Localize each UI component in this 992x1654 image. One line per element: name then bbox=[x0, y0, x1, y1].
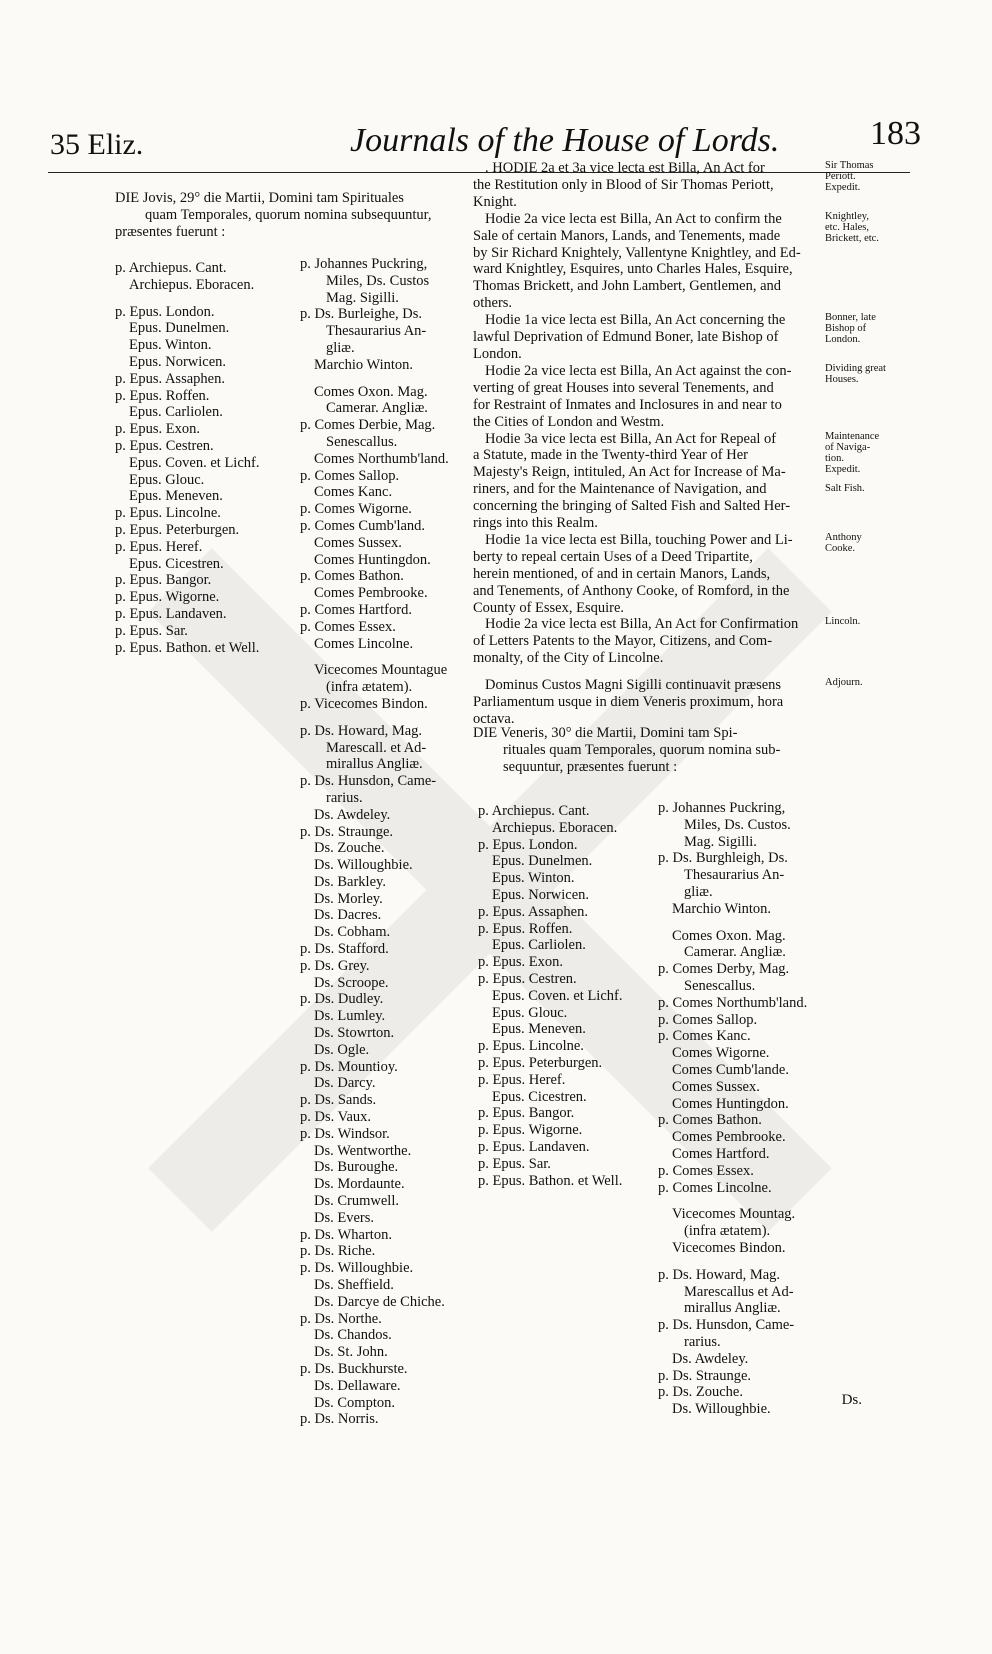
attendee-line: Comes Kanc. bbox=[314, 484, 393, 501]
attendee-line: Archiepus. Eboracen. bbox=[129, 276, 255, 293]
attendee-line: p. Epus. Exon. bbox=[115, 421, 200, 438]
margin-note-line: Dividing great bbox=[825, 362, 886, 374]
attendee-line: Mag. Sigilli. bbox=[326, 289, 399, 306]
attendee-line: p. Vicecomes Bindon. bbox=[300, 695, 428, 712]
attendee-line: Ds. Sheffield. bbox=[314, 1277, 394, 1294]
entry-line: Hodie 2a vice lecta est Billa, An Act to confirm the bbox=[485, 210, 782, 227]
attendee-line: Ds. Zouche. bbox=[314, 840, 385, 857]
entry-line: County of Essex, Esquire. bbox=[473, 599, 625, 616]
sitting1-bishops-column bbox=[115, 260, 295, 656]
attendee-line: p. Epus. Bangor. bbox=[478, 1105, 575, 1122]
attendee-line: p. Epus. Peterburgen. bbox=[115, 521, 240, 538]
attendee-line: Ds. Crumwell. bbox=[314, 1193, 399, 1210]
entry-line: Hodie 2a vice lecta est Billa, An Act for Confirmation bbox=[485, 616, 799, 633]
margin-note bbox=[825, 677, 935, 688]
attendee-line: (infra ætatem). bbox=[326, 679, 413, 696]
attendee-line: p. Epus. Sar. bbox=[478, 1155, 551, 1172]
entry-line: by Sir Richard Knightely, Vallentyne Knightley, and Ed- bbox=[473, 244, 801, 261]
attendee-line: Miles, Ds. Custos. bbox=[684, 816, 791, 833]
attendee-line: Comes Sussex. bbox=[314, 534, 402, 551]
attendee-line: p. Epus. Bangor. bbox=[115, 572, 212, 589]
attendee-line: p. Comes Sallop. bbox=[658, 1011, 758, 1028]
attendee-line: p. Ds. Grey. bbox=[300, 957, 370, 974]
attendee-line: Comes Oxon. Mag. bbox=[672, 927, 786, 944]
attendee-line: p. Epus. Cestren. bbox=[115, 437, 214, 454]
attendee-line: Marescall. et Ad- bbox=[326, 739, 427, 756]
entry-text bbox=[473, 312, 818, 363]
attendee-line: p. Epus. Landaven. bbox=[478, 1138, 590, 1155]
entry-text bbox=[473, 211, 818, 312]
margin-note-line: Brickett, etc. bbox=[825, 232, 879, 244]
entry-line: Majesty's Reign, intituled, An Act for Increase of Ma- bbox=[473, 464, 786, 481]
entry-line: rings into this Realm. bbox=[473, 515, 598, 532]
margin-note bbox=[825, 363, 935, 385]
attendee-line: Epus. Cicestren. bbox=[492, 1088, 587, 1105]
margin-note bbox=[825, 312, 935, 345]
attendee-line: p. Johannes Puckring, bbox=[658, 800, 786, 816]
attendee-line: gliæ. bbox=[326, 339, 355, 356]
proceedings bbox=[473, 160, 943, 728]
attendee-line: Ds. Dellaware. bbox=[314, 1377, 401, 1394]
attendee-line: Epus. Dunelmen. bbox=[492, 853, 593, 870]
entry-line: herein mentioned, of and in certain Manors, Lands, bbox=[473, 565, 771, 582]
margin-note bbox=[825, 532, 935, 554]
attendee-line: Comes Pembrooke. bbox=[672, 1129, 786, 1146]
attendee-line: p. Comes Essex. bbox=[300, 618, 396, 635]
attendee-line: p. Ds. Howard, Mag. bbox=[300, 722, 423, 739]
attendee-line: Epus. Meneven. bbox=[129, 488, 223, 505]
intro-line: præsentes fuerunt : bbox=[115, 223, 226, 240]
attendee-line: Senescallus. bbox=[326, 433, 398, 450]
attendee-line: Vicecomes Mountague bbox=[314, 662, 448, 679]
proceeding-entry bbox=[473, 532, 943, 617]
entry-text bbox=[473, 677, 818, 728]
attendee-line: Vicecomes Bindon. bbox=[672, 1239, 786, 1256]
attendee-line: Ds. Cobham. bbox=[314, 924, 391, 941]
attendee-line: p. Epus. Wigorne. bbox=[478, 1122, 583, 1139]
attendee-line: Comes Cumb'lande. bbox=[672, 1061, 789, 1078]
attendee-line: Mag. Sigilli. bbox=[684, 833, 757, 850]
sitting2-bishops-column bbox=[478, 803, 658, 1189]
attendee-line: p. Archiepus. Cant. bbox=[115, 260, 227, 276]
sitting2-lords-column bbox=[658, 800, 828, 1418]
attendee-line: p. Ds. Norris. bbox=[300, 1411, 379, 1428]
attendee-line: p. Ds. Straunge. bbox=[658, 1367, 752, 1384]
entry-line: Hodie 1a vice lecta est Billa, touching Power and Li- bbox=[485, 531, 793, 548]
attendee-line: Marescallus et Ad- bbox=[684, 1283, 794, 1300]
attendee-line: p. Ds. Howard, Mag. bbox=[658, 1266, 781, 1283]
page-number: 183 bbox=[870, 115, 921, 152]
attendee-line: Ds. Barkley. bbox=[314, 873, 386, 890]
margin-note-line: Expedit. bbox=[825, 182, 861, 193]
attendee-line: Ds. Awdeley. bbox=[314, 806, 391, 823]
attendee-line: Epus. Dunelmen. bbox=[129, 320, 230, 337]
attendee-line: p. Epus. Bathon. et Well. bbox=[115, 639, 260, 656]
attendee-line: p. Ds. Straunge. bbox=[300, 823, 394, 840]
entry-line: riners, and for the Maintenance of Navigation, and bbox=[473, 481, 767, 498]
spacer bbox=[658, 1196, 828, 1206]
attendee-line: gliæ. bbox=[684, 883, 713, 900]
margin-note-line: Anthony bbox=[825, 531, 862, 543]
margin-note bbox=[825, 160, 935, 193]
attendee-line: Thesaurarius An- bbox=[326, 323, 427, 340]
attendee-line: Epus. Coven. et Lichf. bbox=[129, 454, 260, 471]
entry-text bbox=[473, 616, 818, 667]
entry-line: Hodie 3a vice lecta est Billa, An Act for Repeal of bbox=[485, 430, 777, 447]
attendee-line: p. Ds. Windsor. bbox=[300, 1125, 390, 1142]
attendee-line: p. Ds. Stafford. bbox=[300, 941, 389, 958]
catchword: Ds. bbox=[841, 1392, 862, 1408]
entry-line: octava. bbox=[473, 711, 515, 727]
margin-note bbox=[825, 431, 935, 494]
attendee-line: p. Ds. Dudley. bbox=[300, 991, 384, 1008]
attendee-line: p. Ds. Vaux. bbox=[300, 1109, 372, 1126]
attendee-line: Ds. Evers. bbox=[314, 1209, 375, 1226]
attendee-line: Ds. Awdeley. bbox=[672, 1350, 749, 1367]
attendee-line: Comes Huntingdon. bbox=[314, 551, 431, 568]
attendee-line: mirallus Angliæ. bbox=[684, 1300, 781, 1317]
margin-note-line: of Naviga- bbox=[825, 441, 871, 453]
attendee-line: Ds. Buroughe. bbox=[314, 1159, 399, 1176]
entry-line: Thomas Brickett, and John Lambert, Gentlemen, and bbox=[473, 278, 782, 295]
attendee-line: p. Ds. Hunsdon, Came- bbox=[300, 773, 437, 790]
attendee-line: p. Ds. Riche. bbox=[300, 1243, 376, 1260]
attendee-line: Vicecomes Mountag. bbox=[672, 1206, 796, 1223]
entry-line: Hodie 1a vice lecta est Billa, An Act concerning the bbox=[485, 312, 786, 329]
attendee-line: Thesaurarius An- bbox=[684, 867, 785, 884]
proceeding-entry bbox=[473, 677, 943, 728]
attendee-line: rarius. bbox=[684, 1333, 721, 1350]
attendee-line: p. Epus. London. bbox=[478, 836, 578, 853]
attendee-line: p. Ds. Mountioy. bbox=[300, 1058, 398, 1075]
attendee-line: p. Ds. Northe. bbox=[300, 1310, 382, 1327]
attendee-line: p. Ds. Zouche. bbox=[658, 1384, 743, 1401]
intro-line: quam Temporales, quorum nomina subsequuntur, bbox=[145, 206, 432, 223]
attendee-line: p. Epus. Lincolne. bbox=[115, 505, 221, 522]
attendee-line: Ds. Willoughbie. bbox=[314, 857, 413, 874]
margin-note-line: London. bbox=[825, 334, 861, 346]
spacer bbox=[658, 918, 828, 928]
attendee-line: p. Epus. Bathon. et Well. bbox=[478, 1172, 623, 1189]
margin-note-line: Bishop of bbox=[825, 323, 867, 335]
attendee-line: Ds. Scroope. bbox=[314, 974, 389, 991]
margin-note-line: tion. bbox=[825, 452, 844, 464]
attendee-line: p. Ds. Hunsdon, Came- bbox=[658, 1317, 795, 1334]
entry-line: Parliamentum usque in diem Veneris proximum, hora bbox=[473, 694, 784, 711]
margin-note-line: Bonner, late bbox=[825, 312, 876, 324]
entry-line: others. bbox=[473, 295, 513, 312]
entry-line: verting of great Houses into several Tenements, and bbox=[473, 379, 774, 396]
attendee-line: Epus. Carliolen. bbox=[129, 404, 223, 421]
attendee-line: mirallus Angliæ. bbox=[326, 756, 423, 773]
attendee-line: p. Ds. Wharton. bbox=[300, 1226, 392, 1243]
attendee-line: Comes Northumb'land. bbox=[314, 450, 449, 467]
attendee-line: Ds. Compton. bbox=[314, 1394, 395, 1411]
attendee-line: p. Johannes Puckring, bbox=[300, 256, 428, 272]
margin-note bbox=[825, 211, 935, 244]
attendee-line: Ds. Willoughbie. bbox=[672, 1401, 771, 1418]
attendee-line: p. Epus. Sar. bbox=[115, 622, 188, 639]
proceeding-entry bbox=[473, 160, 943, 211]
attendee-line: Archiepus. Eboracen. bbox=[492, 819, 618, 836]
attendee-line: p. Epus. Cestren. bbox=[478, 970, 577, 987]
attendee-line: p. Comes Bathon. bbox=[658, 1112, 762, 1129]
attendee-line: p. Comes Wigorne. bbox=[300, 501, 412, 518]
margin-note-line: Maintenance bbox=[825, 430, 880, 442]
attendee-line: p. Archiepus. Cant. bbox=[478, 803, 590, 819]
attendee-line: p. Comes Northumb'land. bbox=[658, 994, 808, 1011]
spacer bbox=[300, 652, 465, 662]
attendee-line: p. Ds. Sands. bbox=[300, 1092, 377, 1109]
attendee-line: Epus. Cicestren. bbox=[129, 555, 224, 572]
entry-line: ward Knightley, Esquires, unto Charles Hales, Esquire, bbox=[473, 261, 793, 278]
margin-note-line: Salt Fish. bbox=[825, 482, 865, 494]
attendee-line: (infra ætatem). bbox=[684, 1223, 771, 1240]
page-title: Journals of the House of Lords. bbox=[350, 122, 780, 159]
margin-note-line: Knightley, bbox=[825, 210, 869, 222]
attendee-line: p. Comes Derbie, Mag. bbox=[300, 417, 436, 434]
attendee-line: Comes Wigorne. bbox=[672, 1045, 770, 1062]
attendee-line: Marchio Winton. bbox=[314, 356, 414, 373]
attendee-line: p. Epus. Assaphen. bbox=[115, 370, 225, 387]
attendee-line: p. Epus. Roffen. bbox=[478, 920, 573, 937]
spacer bbox=[300, 374, 465, 384]
attendee-line: p. Ds. Burghleigh, Ds. bbox=[658, 850, 788, 867]
attendee-line: p. Ds. Willoughbie. bbox=[300, 1260, 414, 1277]
attendee-line: Comes Lincolne. bbox=[314, 635, 414, 652]
attendee-line: p. Comes Bathon. bbox=[300, 568, 404, 585]
entry-line: lawful Deprivation of Edmund Boner, late Bishop of bbox=[473, 329, 779, 346]
entry-line: concerning the bringing of Salted Fish and Salted Her- bbox=[473, 498, 791, 515]
sitting1-lords-column bbox=[300, 256, 465, 1428]
attendee-line: Marchio Winton. bbox=[672, 900, 772, 917]
proceeding-entry bbox=[473, 211, 943, 312]
attendee-line: p. Epus. Landaven. bbox=[115, 605, 227, 622]
attendee-line: Camerar. Angliæ. bbox=[684, 944, 786, 961]
spacer bbox=[300, 713, 465, 723]
attendee-line: Camerar. Angliæ. bbox=[326, 400, 428, 417]
margin-note-line: Houses. bbox=[825, 373, 859, 385]
entry-line: London. bbox=[473, 345, 522, 362]
entry-line: berty to repeal certain Uses of a Deed Tripartite, bbox=[473, 548, 753, 565]
attendee-line: p. Epus. Wigorne. bbox=[115, 589, 220, 606]
attendee-line: Ds. Darcy. bbox=[314, 1075, 376, 1092]
margin-note-line: Lincoln. bbox=[825, 616, 861, 628]
attendee-line: p. Comes Derby, Mag. bbox=[658, 961, 790, 978]
attendee-line: Ds. Ogle. bbox=[314, 1041, 370, 1058]
attendee-line: Ds. Darcye de Chiche. bbox=[314, 1293, 445, 1310]
attendee-line: rarius. bbox=[326, 789, 363, 806]
attendee-line: p. Comes Kanc. bbox=[658, 1028, 751, 1045]
proceeding-entry bbox=[473, 616, 943, 667]
entry-line: the Restitution only in Blood of Sir Thomas Periott, bbox=[473, 176, 774, 193]
margin-note-line: Periott. bbox=[825, 171, 856, 182]
proceeding-entry bbox=[473, 312, 943, 363]
attendee-line: Ds. Chandos. bbox=[314, 1327, 392, 1344]
margin-note-line: Cooke. bbox=[825, 542, 856, 554]
intro-line: sequuntur, præsentes fuerunt : bbox=[503, 758, 678, 775]
entry-line: Hodie 2a vice lecta est Billa, An Act against the con- bbox=[485, 362, 792, 379]
entry-line: Sale of certain Manors, Lands, and Tenements, made bbox=[473, 227, 781, 244]
attendee-line: Ds. Dacres. bbox=[314, 907, 382, 924]
spacer bbox=[115, 294, 295, 304]
margin-note-line: Sir Thomas bbox=[825, 160, 874, 171]
attendee-line: Epus. Glouc. bbox=[492, 1004, 568, 1021]
margin-note bbox=[825, 616, 935, 627]
attendee-line: p. Epus. Exon. bbox=[478, 954, 563, 971]
entry-text bbox=[473, 160, 818, 211]
attendee-line: p. Comes Lincolne. bbox=[658, 1179, 772, 1196]
attendee-line: p. Comes Sallop. bbox=[300, 467, 400, 484]
proceeding-entry bbox=[473, 431, 943, 532]
attendee-line: Epus. Meneven. bbox=[492, 1021, 586, 1038]
margin-note-line: etc. Hales, bbox=[825, 221, 870, 233]
proceeding-entry bbox=[473, 363, 943, 431]
attendee-line: Comes Oxon. Mag. bbox=[314, 383, 428, 400]
attendee-line: p. Epus. Lincolne. bbox=[478, 1038, 584, 1055]
attendee-line: Ds. Lumley. bbox=[314, 1008, 386, 1025]
attendee-line: Ds. Morley. bbox=[314, 890, 383, 907]
attendee-line: Epus. Norwicen. bbox=[492, 886, 590, 903]
attendee-line: Ds. Wentworthe. bbox=[314, 1142, 412, 1159]
entry-line: monalty, of the City of Lincolne. bbox=[473, 650, 664, 667]
margin-note-line: Expedit. bbox=[825, 463, 861, 475]
margin-note-line bbox=[825, 475, 935, 483]
attendee-line: p. Epus. Assaphen. bbox=[478, 903, 588, 920]
attendee-line: Epus. Winton. bbox=[492, 870, 575, 887]
attendee-line: Comes Hartford. bbox=[672, 1145, 770, 1162]
header-left: 35 Eliz. bbox=[50, 128, 144, 161]
entry-text bbox=[473, 431, 818, 532]
attendee-line: Epus. Winton. bbox=[129, 337, 212, 354]
entry-line: and Tenements, of Anthony Cooke, of Romford, in the bbox=[473, 582, 790, 599]
intro-line: DIE Veneris, 30° die Martii, Domini tam Spi- bbox=[473, 725, 738, 741]
entry-text bbox=[473, 532, 818, 617]
margin-note-line: Adjourn. bbox=[825, 677, 863, 689]
entry-line: of Letters Patents to the Mayor, Citizens, and Com- bbox=[473, 633, 773, 650]
entry-line: for Restraint of Inmates and Inclosures in and near to bbox=[473, 396, 782, 413]
attendee-line: Ds. Stowrton. bbox=[314, 1025, 395, 1042]
sitting1-intro bbox=[115, 190, 455, 241]
attendee-line: Miles, Ds. Custos bbox=[326, 272, 430, 289]
entry-line: Knight. bbox=[473, 193, 517, 210]
attendee-line: p. Epus. London. bbox=[115, 303, 215, 320]
attendee-line: p. Epus. Peterburgen. bbox=[478, 1054, 603, 1071]
entry-line: the Cities of London and Westm. bbox=[473, 413, 665, 430]
intro-line: DIE Jovis, 29° die Martii, Domini tam Spirituales bbox=[115, 190, 404, 206]
intro-line: rituales quam Temporales, quorum nomina sub- bbox=[503, 741, 781, 758]
attendee-line: Comes Huntingdon. bbox=[672, 1095, 789, 1112]
spacer bbox=[658, 1257, 828, 1267]
attendee-line: p. Comes Essex. bbox=[658, 1162, 754, 1179]
attendee-line: Ds. Mordaunte. bbox=[314, 1176, 405, 1193]
entry-line: Dominus Custos Magni Sigilli continuavit præsens bbox=[485, 677, 782, 694]
attendee-line: p. Epus. Heref. bbox=[478, 1071, 566, 1088]
attendee-line: p. Comes Hartford. bbox=[300, 601, 412, 618]
attendee-line: p. Comes Cumb'land. bbox=[300, 517, 426, 534]
attendee-line: Epus. Coven. et Lichf. bbox=[492, 987, 623, 1004]
attendee-line: Epus. Norwicen. bbox=[129, 353, 227, 370]
entry-line: a Statute, made in the Twenty-third Year of Her bbox=[473, 447, 748, 464]
attendee-line: p. Ds. Buckhurste. bbox=[300, 1361, 408, 1377]
entry-text bbox=[473, 363, 818, 431]
attendee-line: p. Epus. Heref. bbox=[115, 538, 203, 555]
entry-line: . HODIE 2a et 3a vice lecta est Billa, An Act for bbox=[485, 160, 765, 176]
attendee-line: Senescallus. bbox=[684, 977, 756, 994]
sitting2-intro bbox=[473, 725, 818, 776]
attendee-line: Comes Pembrooke. bbox=[314, 585, 428, 602]
attendee-line: Epus. Carliolen. bbox=[492, 937, 586, 954]
attendee-line: p. Ds. Burleighe, Ds. bbox=[300, 306, 423, 323]
attendee-line: Comes Sussex. bbox=[672, 1078, 760, 1095]
attendee-line: Epus. Glouc. bbox=[129, 471, 205, 488]
attendee-line: p. Epus. Roffen. bbox=[115, 387, 210, 404]
attendee-line: Ds. St. John. bbox=[314, 1344, 388, 1361]
